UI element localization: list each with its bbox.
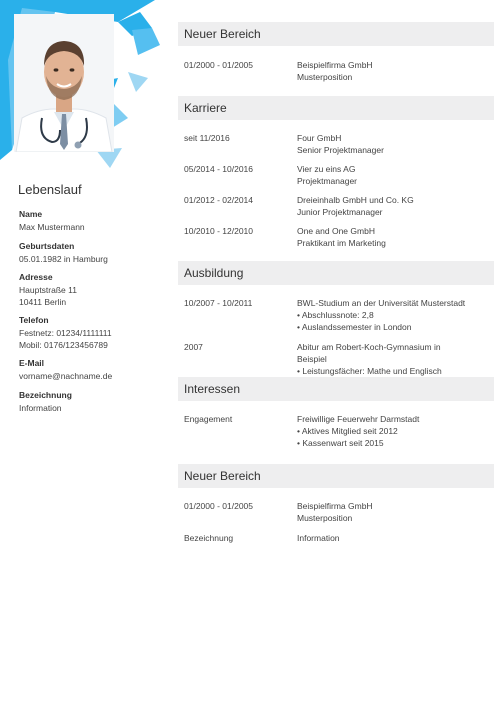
personal-info: [19, 208, 169, 420]
entry: 01/2000 - 01/2005 Beispielfirma GmbH Musterposition: [184, 501, 373, 523]
cv-title: Lebenslauf: [18, 182, 82, 197]
section-title: Ausbildung: [178, 261, 494, 285]
section-title: Karriere: [178, 96, 494, 120]
sidebar: [0, 0, 170, 707]
entry: seit 11/2016 Four GmbH Senior Projektmanager: [184, 133, 384, 155]
entry: 2007 Abitur am Robert-Koch-Gymnasium in Beispiel • Leistungsfächer: Mathe und Englisch: [184, 342, 442, 376]
name-value: Max Mustermann: [19, 222, 85, 232]
custom-value: Information: [19, 402, 62, 413]
section-new-area-2: [178, 464, 494, 544]
entry: Engagement Freiwillige Feuerwehr Darmstadt • Aktives Mitglied seit 2012 • Kassenwart seit 2015: [184, 414, 420, 448]
birth-label: Geburtsdaten: [19, 240, 75, 251]
name-label: Name: [19, 209, 43, 219]
phone-value: Festnetz: 01234/1111111 Mobil: 0176/123456789: [19, 328, 112, 350]
entry: Bezeichnung Information: [184, 533, 340, 543]
entry: 01/2012 - 02/2014 Dreieinhalb GmbH und Co. KG Junior Projektmanager: [184, 195, 414, 217]
entry: 05/2014 - 10/2016 Vier zu eins AG Projektmanager: [184, 164, 358, 186]
entry: 10/2010 - 12/2010 One and One GmbH Praktikant im Marketing: [184, 226, 386, 248]
section-title: Neuer Bereich: [178, 464, 494, 488]
address-label: Adresse: [19, 272, 53, 282]
email-label: E-Mail: [19, 358, 45, 368]
entry: 01/2000 - 01/2005 Beispielfirma GmbH Musterposition: [184, 60, 373, 82]
section-new-area-1: [178, 22, 494, 83]
section-title: Interessen: [178, 377, 494, 401]
custom-label: Bezeichnung: [19, 389, 72, 400]
section-education: [178, 261, 494, 377]
email-value: vorname@nachname.de: [19, 371, 113, 381]
entry: 10/2007 - 10/2011 BWL-Studium an der Universität Musterstadt • Abschlussnote: 2,8 • Auslandssemester in London: [184, 298, 466, 332]
section-career: [178, 96, 494, 249]
address-value: Hauptstraße 11 10411 Berlin: [19, 285, 77, 307]
section-interests: [178, 377, 494, 449]
profile-photo: [14, 14, 114, 152]
birth-value: 05.01.1982 in Hamburg: [19, 253, 108, 264]
phone-label: Telefon: [19, 315, 49, 325]
section-title: Neuer Bereich: [178, 22, 494, 46]
